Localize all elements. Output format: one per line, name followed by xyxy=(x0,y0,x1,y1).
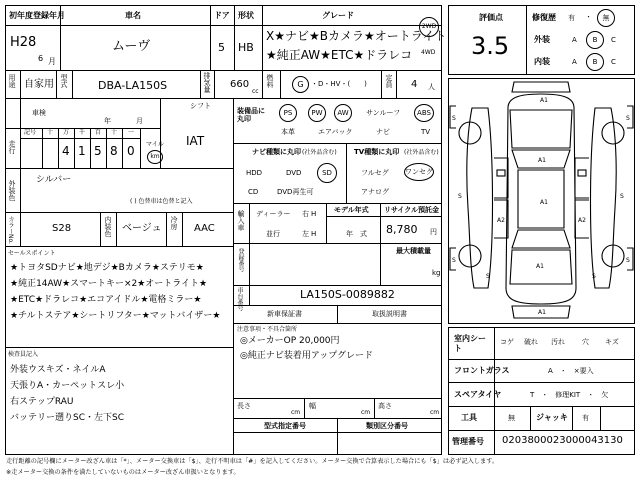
equip-navi: ナビ xyxy=(376,128,390,136)
ext-grade-c: C xyxy=(611,36,616,44)
notes-line-1: ◎メーカーOP 20,000円 xyxy=(240,336,340,346)
cc-label: cc xyxy=(252,88,259,95)
tools-value: 無 xyxy=(508,414,515,422)
first-reg-year: H28 xyxy=(10,35,37,50)
equip-aw-circle: AW xyxy=(334,104,352,122)
max-load-unit: kg xyxy=(432,269,441,277)
selling-point-line-2: ★純正14AW★スマートキー×2★オートライト★ xyxy=(10,279,208,289)
diagram-label-windshield: A1 xyxy=(538,157,546,164)
selling-point-line-1: ★トヨタSDナビ★地デジ★Bカメラ★ステリモ★ xyxy=(10,263,204,273)
tools-label: 工具 xyxy=(461,413,477,422)
door-front-right xyxy=(575,158,589,198)
inspector-line-2: 天張りA・カーペットスレ小 xyxy=(10,381,125,391)
ext-color-value: シルバー xyxy=(36,175,72,185)
handle-left: 左 xyxy=(302,230,309,238)
capacity-label: 定員 xyxy=(385,74,393,88)
import-label: 輸入車 xyxy=(237,210,245,231)
diagram-label-trunk: A1 xyxy=(536,263,544,270)
mileage-digit-2: 5 xyxy=(94,144,102,158)
reg-number-label: 登録番号 xyxy=(237,248,244,272)
diagram-label-roof: A1 xyxy=(540,199,548,206)
first-reg-month-label: 月 xyxy=(48,57,56,66)
diagram-label-front: A1 xyxy=(540,97,548,104)
displacement-value: 660 xyxy=(230,79,250,90)
km-circle: km xyxy=(147,150,163,164)
tv-type-label: TV種類に丸印 xyxy=(354,148,400,156)
bracket-label-rr: S xyxy=(626,257,630,264)
length-unit: cm xyxy=(291,409,301,416)
digit-header-6: 一 xyxy=(128,129,135,136)
handle-left-h: H xyxy=(311,230,317,238)
seat-dirt: 汚れ xyxy=(551,338,565,346)
car-diagram xyxy=(448,78,635,324)
digit-header-5: 十 xyxy=(111,129,118,136)
repair-yes: 有 xyxy=(568,14,575,22)
selling-point-line-4: ★チルトステア★シートリフター★マットバイザー★ xyxy=(10,311,221,321)
fuel-label: 燃料 xyxy=(266,74,274,88)
import-dealer: ディーラー xyxy=(256,210,291,218)
bracket-label-rl: S xyxy=(452,257,456,264)
height-unit: cm xyxy=(430,409,440,416)
model-year-label: モデル年式 xyxy=(334,206,369,214)
int-grade-a: A xyxy=(572,58,577,66)
navi-type-label: ナビ種類に丸印 xyxy=(252,148,301,156)
inspector-line-4: バッテリー遡りSC・左下SC xyxy=(10,413,124,423)
notes-line-2: ◎純正ナビ装着用アップグレード xyxy=(240,351,373,361)
seat-tear: 破れ xyxy=(524,338,538,346)
equip-sunroof: サンルーフ xyxy=(366,109,401,117)
manual-label: 取扱説明書 xyxy=(372,310,407,318)
capacity-value: 4 xyxy=(411,79,418,90)
rear-window xyxy=(512,230,570,248)
ext-color-label: 外装色 xyxy=(8,180,16,201)
fuel-g-circle: G xyxy=(292,76,309,93)
seat-scratch: キズ xyxy=(605,338,619,346)
repair-label: 修復歴 xyxy=(532,13,556,22)
width-unit: cm xyxy=(361,409,371,416)
equip-abs-circle: ABS xyxy=(414,104,434,122)
class-spec-label: 類別区分番号 xyxy=(366,422,408,430)
navi-dvd-play: DVD再生可 xyxy=(277,188,314,196)
grade-line-2: ★純正AW★ETC★ドラレコ xyxy=(266,48,413,62)
spare-options: T ・ 修理KIT ・ 欠 xyxy=(530,391,609,399)
import-parallel: 並行 xyxy=(266,230,280,238)
inspection-label: 車検 xyxy=(32,109,46,117)
equip-pw-circle: PW xyxy=(308,104,326,122)
chassis-value: LA150S-0089882 xyxy=(300,288,395,301)
tv-type-sub: (社外品含む) xyxy=(404,149,439,156)
inspector-line-1: 外装ウスキズ・ネイルA xyxy=(10,365,106,375)
grade-line-1: X★ナビ★Bカメラ★オートライト xyxy=(266,29,447,43)
fuel-other: ・D・HV・( ) xyxy=(311,80,367,88)
handle-right-h: H xyxy=(311,210,317,218)
footer-line-2: ※走メーター交換の条件を満たしていないものはメーター改ざん車扱いとなります。 xyxy=(6,469,240,476)
use-label: 用途 xyxy=(8,74,16,88)
front-bumper xyxy=(512,82,570,92)
navi-sd-circle: SD xyxy=(317,163,337,183)
diagram-label-s4: S xyxy=(592,273,596,280)
mirror-left xyxy=(497,170,505,176)
equip-airbag: エアバック xyxy=(318,128,353,136)
inspection-year-label: 年 xyxy=(104,117,111,125)
mileage-digit-4: 0 xyxy=(127,144,135,158)
navi-cd: CD xyxy=(248,188,259,196)
ac-label: 冷房 xyxy=(170,216,178,230)
doors-value: 5 xyxy=(218,41,225,54)
use-value: 自家用 xyxy=(24,79,54,90)
first-reg-label: 初年度登録年月 xyxy=(9,11,65,20)
type-label: 型式 xyxy=(60,74,68,88)
width-label: 幅 xyxy=(309,402,316,410)
bracket-label-fl: S xyxy=(452,115,456,122)
navi-type-sub: (社外品含む) xyxy=(302,149,337,156)
seat-burn: コゲ xyxy=(500,338,514,346)
jack-label: ジャッキ xyxy=(536,413,568,422)
ext-grade-b-circle: B xyxy=(586,31,604,49)
navi-hdd: HDD xyxy=(246,169,263,177)
selling-point-line-3: ★ETC★ドラレコ★エコアイドル★電格ミラー★ xyxy=(10,295,202,305)
capacity-unit: 人 xyxy=(428,83,435,91)
equip-ps-circle: PS xyxy=(279,104,297,122)
ext-grade-a: A xyxy=(572,36,577,44)
tv-fullseg: フルセグ xyxy=(361,169,389,177)
mileage-digit-3: 8 xyxy=(110,144,118,158)
diagram-label-door-left: A2 xyxy=(497,217,505,224)
recycle-yen: 円 xyxy=(430,228,437,236)
spare-label: スペアタイヤ xyxy=(454,390,502,399)
mirror-right xyxy=(578,170,586,176)
doors-label: ドア xyxy=(214,11,230,20)
tv-analog: アナログ xyxy=(361,188,389,196)
int-color-label: 内装色 xyxy=(104,216,112,237)
seat-hole: 穴 xyxy=(582,338,589,346)
wheel-front-left xyxy=(459,122,481,144)
mileage-label: 走行 xyxy=(8,140,16,154)
inspection-month-label: 月 xyxy=(136,117,143,125)
diagram-label-s2: S xyxy=(620,193,624,200)
color-change-note: ( ) 色替車は色替と記入 xyxy=(130,198,193,205)
hood-panel xyxy=(510,110,572,148)
inspector-line-3: 右ステップRAU xyxy=(10,397,74,407)
car-name: ムーヴ xyxy=(112,39,151,54)
type-value: DBA-LA150S xyxy=(98,79,168,92)
equipment-label: 装備品に丸印 xyxy=(237,107,265,123)
mgmt-number: 0203800023000043130 xyxy=(502,435,623,446)
int-color-value: ベージュ xyxy=(122,223,162,234)
mileage-digit-0: 4 xyxy=(62,144,70,158)
recycle-value: 8,780 xyxy=(386,223,418,236)
ext-grade-label: 外装 xyxy=(534,35,550,44)
footer-line-1: 走行距離の記号欄にメーター改ざん車は「*」、メーター交換車は「$」、走行不明車は「#」を記入してください。メーター交換で合算表示した場合にも「$」は必ず記入します。 xyxy=(6,458,499,465)
seat-label: 室内シート xyxy=(454,334,486,354)
diagram-label-s1: S xyxy=(458,193,462,200)
diagram-label-door-right: A2 xyxy=(578,217,586,224)
chassis-label: 車台番号 xyxy=(236,287,243,311)
drive-4wd: 4WD xyxy=(421,49,436,56)
selling-points-label: セールスポイント xyxy=(8,250,56,257)
digit-header-2: 万 xyxy=(63,129,70,136)
type-spec-label: 型式指定番号 xyxy=(264,422,306,430)
glass-label: フロントガラス xyxy=(454,366,510,375)
digit-header-4: 百 xyxy=(95,129,102,136)
score-value: 3.5 xyxy=(471,32,510,60)
shift-value: IAT xyxy=(186,134,205,148)
int-grade-label: 内装 xyxy=(534,57,550,66)
digit-header-3: 千 xyxy=(79,129,86,136)
equip-tv: TV xyxy=(421,128,431,136)
recycle-label: リサイクル預託金 xyxy=(384,206,440,214)
shape-value: HB xyxy=(238,41,254,54)
warranty-label: 新車保証書 xyxy=(267,310,302,318)
repair-no-circle: 無 xyxy=(597,9,615,27)
car-name-label: 車名 xyxy=(125,11,141,20)
mgmt-label: 管理番号 xyxy=(452,437,484,446)
int-grade-c: C xyxy=(611,58,616,66)
bracket-label-fr: S xyxy=(626,115,630,122)
inspector-label: 検査員記入 xyxy=(8,351,39,358)
repair-dot: ・ xyxy=(585,13,592,21)
jack-value: 有 xyxy=(582,414,589,422)
digit-header-1: 十 xyxy=(47,129,54,136)
displacement-label: 排気量 xyxy=(203,72,211,93)
mile-label: マイル xyxy=(146,141,164,148)
int-grade-b-circle: B xyxy=(586,53,604,71)
diagram-label-bumper: A1 xyxy=(538,309,546,316)
score-label: 評価点 xyxy=(479,13,503,22)
model-year-unit: 年 式 xyxy=(346,230,367,238)
navi-dvd: DVD xyxy=(286,169,302,177)
handle-right: 右 xyxy=(302,210,309,218)
length-label: 長さ xyxy=(237,402,251,410)
grade-label: グレード xyxy=(322,11,354,20)
mileage-digit-1: 1 xyxy=(78,144,86,158)
equip-leather: 本革 xyxy=(281,128,295,136)
shift-label: シフト xyxy=(190,102,211,110)
digit-header-0: 記号 xyxy=(24,129,37,136)
first-reg-month-value: 6 xyxy=(38,54,44,63)
drive-2wd-circle: 2WD xyxy=(419,17,439,37)
shape-label: 形状 xyxy=(238,11,254,20)
wheel-front-right xyxy=(602,122,624,144)
color-code-value: S28 xyxy=(52,223,72,234)
max-load-label: 最大積載量 xyxy=(396,247,431,255)
diagram-label-s3: S xyxy=(486,273,490,280)
color-code-label: カラーNo. xyxy=(7,216,14,244)
ac-value: AAC xyxy=(194,223,215,234)
tv-oneseg-circle: ワンセグ xyxy=(404,163,434,181)
notes-label: 注意事項・不具合箇所 xyxy=(237,326,298,333)
height-label: 高さ xyxy=(378,402,392,410)
glass-options: A ・ ×要入 xyxy=(548,367,594,375)
door-front-left xyxy=(494,158,508,198)
